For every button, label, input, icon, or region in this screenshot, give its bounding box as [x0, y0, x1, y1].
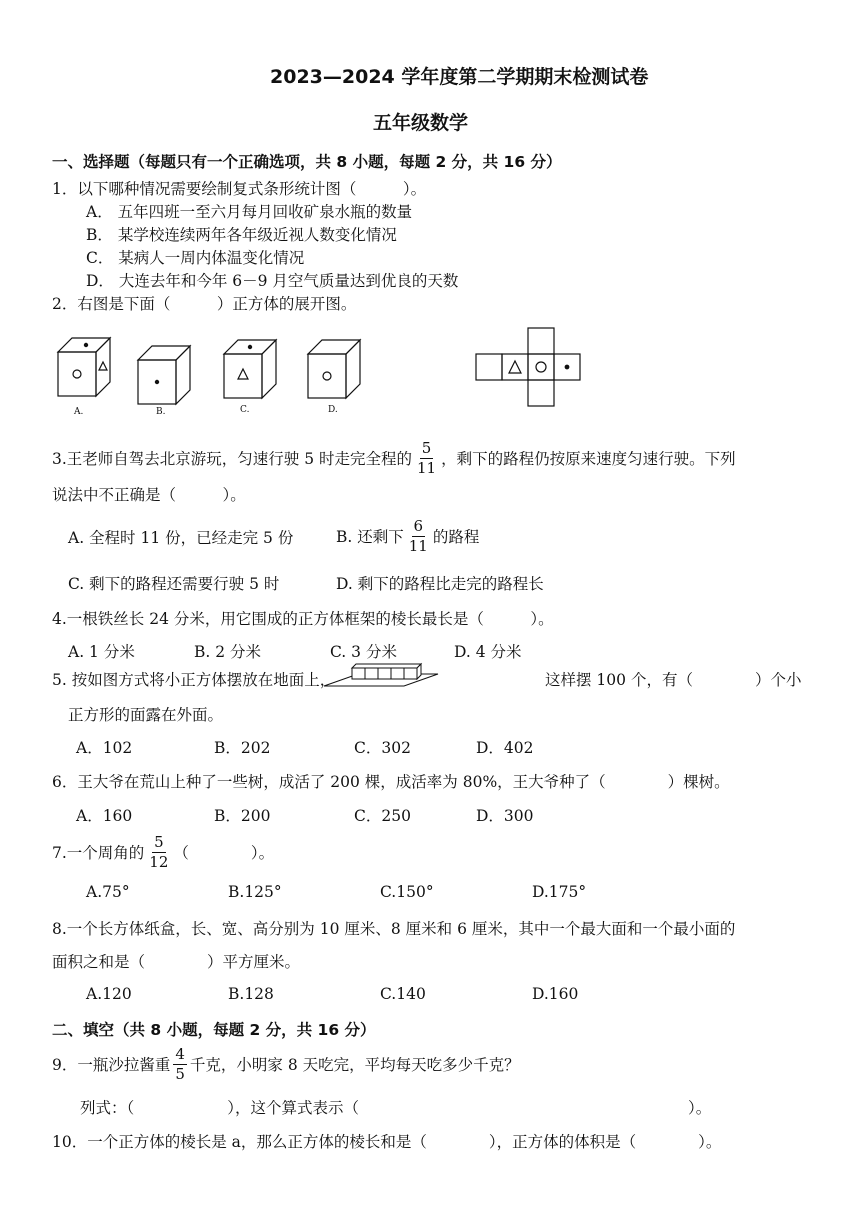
question-3-stem-part2: ，剩下的路程仍按原来速度匀速行驶。下列 — [441, 450, 736, 468]
question-3-option-b — [336, 516, 479, 556]
question-5-option-d: D．402 — [476, 739, 534, 757]
question-8-option-d: D.160 — [532, 985, 579, 1003]
question-6-option-c: C．250 — [354, 807, 411, 825]
cube-net-figure — [472, 326, 582, 410]
question-5-stem-part1: 5. 按如图方式将小正方体摆放在地面上， — [52, 671, 336, 689]
question-7-option-c: C.150° — [380, 883, 434, 901]
question-5-option-a: A．102 — [76, 739, 133, 757]
question-7-option-d: D.175° — [532, 883, 587, 901]
question-1-option-a: A． 五年四班一至六月每月回收矿泉水瓶的数量 — [86, 203, 413, 221]
question-6-stem: 6．王大爷在荒山上种了一些树，成活了 200 棵，成活率为 80%，王大爷种了（ ）棵树。 — [52, 773, 730, 791]
question-4-option-b: B. 2 分米 — [194, 643, 262, 661]
question-1-stem: 1．以下哪种情况需要绘制复式条形统计图（ ）。 — [52, 180, 427, 198]
question-9-stem-part2: 千克，小明家 8 天吃完，平均每天吃多少千克？ — [189, 1056, 520, 1074]
page-title: 2023—2024 学年度第二学期期末检测试卷 — [270, 66, 649, 88]
question-9-fraction-numerator: 4 — [175, 1044, 185, 1063]
question-3-fraction-denominator: 11 — [417, 458, 437, 477]
question-7-stem-part2: （ ）。 — [173, 844, 275, 862]
question-9-answer-line-part2: ）。 — [688, 1099, 712, 1117]
question-7-fraction — [147, 832, 170, 871]
cube-b — [138, 346, 190, 404]
cube-label-b: B. — [156, 407, 166, 417]
question-7-fraction-denominator: 12 — [149, 852, 169, 871]
question-1-option-c: C． 某病人一周内体温变化情况 — [86, 249, 305, 267]
question-6-option-d: D．300 — [476, 807, 534, 825]
question-5-stem-part2: 这样摆 100 个，有（ ）个小 — [545, 671, 802, 689]
question-7-fraction-numerator: 5 — [154, 832, 164, 851]
question-8-option-b: B.128 — [228, 985, 274, 1003]
question-2-stem: 2．右图是下面（ ）正方体的展开图。 — [52, 295, 357, 313]
question-3-stem-line1 — [52, 438, 736, 478]
question-3-option-a: A. 全程时 11 份，已经走完 5 份 — [68, 529, 294, 547]
page-subtitle: 五年级数学 — [373, 112, 469, 134]
question-3-option-b-part1: B. 还剩下 — [336, 528, 404, 546]
question-1-option-b: B． 某学校连续两年各年级近视人数变化情况 — [86, 226, 397, 244]
question-4-option-c: C. 3 分米 — [330, 643, 397, 661]
question-8-option-c: C.140 — [380, 985, 426, 1003]
question-9-stem-part1: 9．一瓶沙拉酱重 — [52, 1056, 171, 1074]
cube-label-c: C. — [240, 405, 250, 415]
question-7-stem-part1: 7.一个周角的 — [52, 844, 145, 862]
question-7-stem — [52, 832, 274, 872]
question-5-stem-line2: 正方形的面露在外面。 — [68, 706, 224, 724]
question-3-fraction-numerator: 5 — [421, 438, 432, 457]
cube-label-d: D. — [328, 405, 338, 415]
question-10-stem: 10．一个正方体的棱长是 a，那么正方体的棱长和是（ ），正方体的体积是（ ）。 — [52, 1133, 722, 1151]
question-6-option-b: B．200 — [214, 807, 271, 825]
cubes-row-figure — [322, 660, 440, 690]
cube-label-a: A. — [74, 407, 84, 417]
section-1-heading: 一、选择题（每题只有一个正确选项，共 8 小题，每题 2 分，共 16 分） — [52, 153, 562, 171]
cube-options-figure — [50, 334, 370, 418]
question-7-option-a: A.75° — [86, 883, 130, 901]
question-3-option-b-numerator: 6 — [413, 516, 424, 535]
question-8-stem-line1: 8.一个长方体纸盒，长、宽、高分别为 10 厘米、8 厘米和 6 厘米，其中一个最大面和一个最小面的 — [52, 920, 736, 938]
question-4-option-d: D. 4 分米 — [454, 643, 522, 661]
question-8-option-a: A.120 — [86, 985, 132, 1003]
question-6-option-a: A．160 — [76, 807, 133, 825]
question-3-option-b-fraction — [407, 516, 430, 555]
cube-a — [58, 338, 110, 396]
question-9-answer-line-part1: 列式：（ ），这个算式表示（ — [80, 1099, 360, 1117]
question-9-stem — [52, 1044, 520, 1084]
cube-c — [224, 340, 276, 398]
question-7-option-b: B.125° — [228, 883, 282, 901]
question-3-option-b-denominator: 11 — [408, 536, 428, 555]
question-4-option-a: A. 1 分米 — [68, 643, 135, 661]
question-5-option-b: B．202 — [214, 739, 271, 757]
question-8-stem-line2: 面积之和是（ ）平方厘米。 — [52, 953, 301, 971]
question-3-option-b-part2: 的路程 — [432, 528, 480, 546]
question-3-fraction — [415, 438, 438, 477]
question-3-stem-line2: 说法中不正确是（ ）。 — [52, 486, 246, 504]
question-1-option-d: D． 大连去年和今年 6－9 月空气质量达到优良的天数 — [86, 272, 459, 290]
question-5-option-c: C．302 — [354, 739, 411, 757]
question-3-option-c: C. 剩下的路程还需要行驶 5 时 — [68, 575, 280, 593]
cube-d — [308, 340, 360, 398]
question-9-fraction — [173, 1044, 187, 1083]
question-3-option-d: D. 剩下的路程比走完的路程长 — [336, 575, 544, 593]
question-3-stem-part1: 3.王老师自驾去北京游玩，匀速行驶 5 时走完全程的 — [52, 450, 413, 468]
question-9-fraction-denominator: 5 — [175, 1064, 185, 1083]
section-2-heading: 二、填空（共 8 小题，每题 2 分，共 16 分） — [52, 1021, 376, 1039]
question-4-stem: 4.一根铁丝长 24 分米，用它围成的正方体框架的棱长最长是（ ）。 — [52, 610, 554, 628]
